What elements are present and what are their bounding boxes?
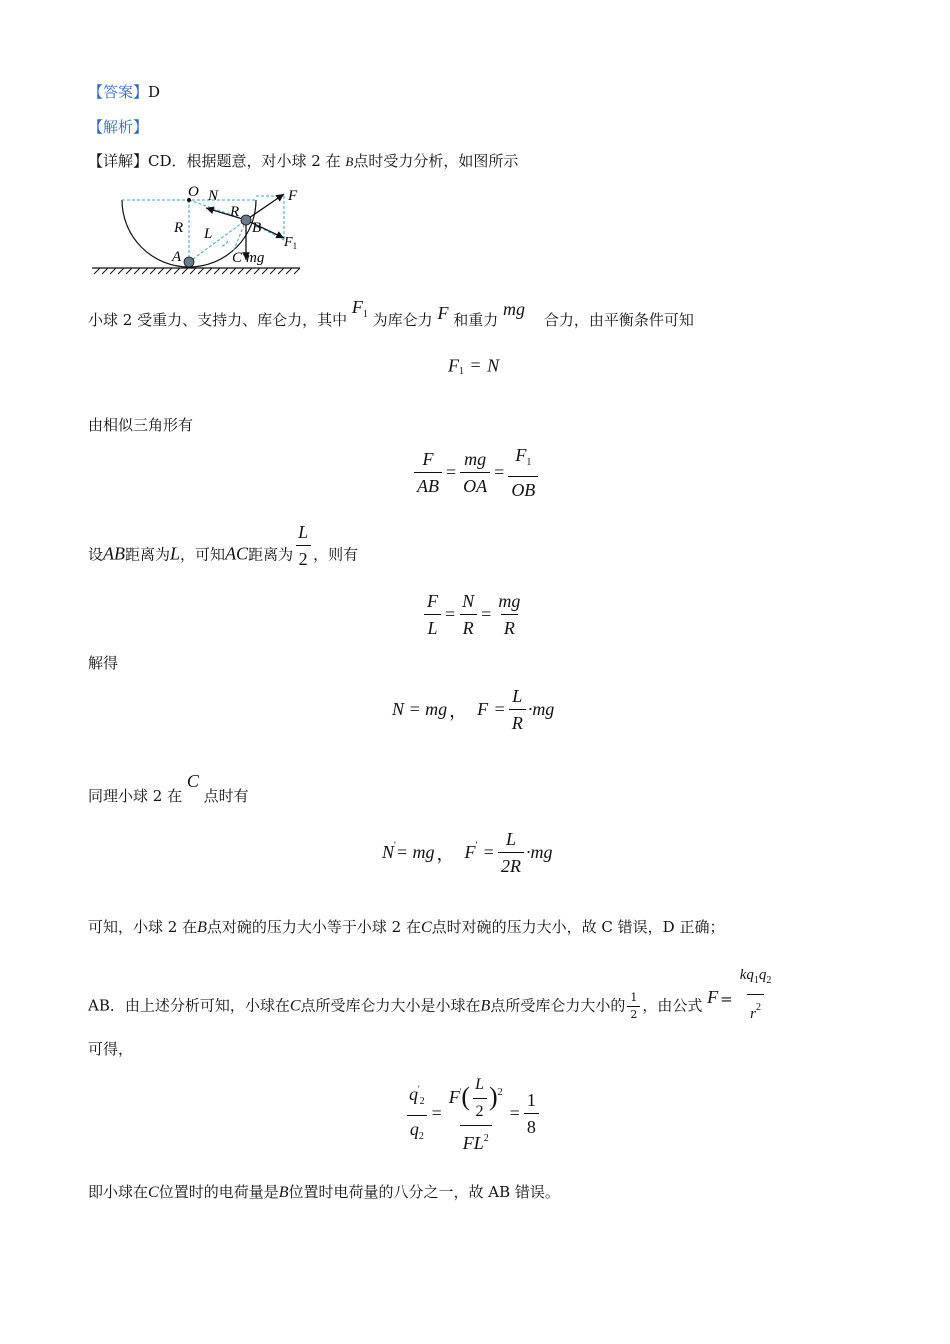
paragraph-forces — [88, 297, 694, 337]
analysis-line — [88, 117, 148, 137]
paragraph-point-c: 同理小球 2 在 C 点时有 — [88, 771, 249, 805]
label-b: B — [252, 220, 262, 236]
normal-force-arrow — [206, 208, 246, 220]
ground-hatching — [94, 268, 300, 274]
label-o: O — [188, 184, 199, 200]
equation-solution-b: N = mg ， F = $\frac{L}{R}$ ·mg — [392, 686, 555, 733]
label-c: C — [232, 250, 243, 266]
label-l: L — [204, 226, 213, 242]
label-a: A — [172, 249, 182, 265]
paragraph-define-ab: 设AB距离为L，可知AC距离为 $\frac{L}{2}$ ，则有 — [88, 522, 359, 569]
p1-text-a: 小球 2 受重力、支持力、库仑力，其中 — [88, 311, 348, 329]
p1-text-b: 为库仑力 — [372, 311, 433, 329]
equation-solution-c: N'= mg ， F' = $\frac{L}{2R}$ ·mg — [382, 829, 553, 876]
label-f1: $F_1$ — [284, 235, 298, 251]
paragraph-similar-triangles: 由相似三角形有 — [88, 416, 194, 434]
ball-a — [184, 257, 194, 267]
detail-line — [88, 151, 518, 172]
p1-f: F — [437, 303, 449, 323]
label-f: F — [288, 188, 298, 204]
detail-tag: 【详解】 — [88, 152, 149, 170]
paragraph-analysis-ab: AB．由上述分析可知，小球在C点所受库仑力大小是小球在B点所受库仑力大小的 $\frac{1}{2}$ ，由公式 F = $\frac{kq_1q_2}{r^2}$ — [88, 976, 776, 1037]
detail-text2: 点时受力分析，如图所示 — [353, 152, 519, 170]
answer-value: D — [148, 83, 161, 101]
p1-text-d: 合力，由平衡条件可知 — [543, 311, 694, 329]
label-r-left: R — [174, 220, 184, 236]
analysis-tag: 【解析】 — [88, 118, 149, 136]
force-diagram — [88, 182, 308, 282]
label-r-top: R — [230, 204, 240, 220]
p1-f1: $F_1$ — [351, 297, 368, 320]
answer-tag: 【答案】 — [88, 83, 149, 101]
equation-f1-equals-n: $F_1 = N$ — [448, 355, 500, 377]
answer-line — [88, 82, 160, 102]
coulomb-force-arrow — [246, 194, 284, 220]
equation-ratio-l-r: $\frac{F}{L}$ = $\frac{N}{R}$ = $\frac{mg}{R}$ — [422, 590, 525, 639]
equation-charge-ratio: $\frac{q'_2}{q_2}$ = F'( $\frac{L}{2}$ )$^2$ $FL^2$ = $\frac{1}{8}$ — [404, 1072, 541, 1154]
detail-point: B — [345, 154, 354, 169]
paragraph-final: 即小球在C位置时的电荷量是B位置时电荷量的八分之一，故 AB 错误。 — [88, 1183, 560, 1201]
paragraph-obtain: 可得， — [88, 1040, 134, 1058]
equation-similar-ratios: $\frac{F}{AB}$ = $\frac{mg}{OA}$ = $\frac{F_1}{OB}$ — [412, 444, 540, 501]
label-mg: mg — [246, 250, 265, 266]
ball-b — [241, 215, 251, 225]
p1-mg: mg — [503, 299, 526, 319]
paragraph-solve: 解得 — [88, 654, 119, 672]
label-n: N — [208, 188, 219, 204]
p1-text-c: 和重力 — [453, 311, 499, 329]
paragraph-conclusion-cd: 可知，小球 2 在B点对碗的压力大小等于小球 2 在C点时对碗的压力大小，故 C 错误，D 正确； — [88, 918, 725, 936]
detail-text: CD．根据题意，对小球 2 在 — [148, 152, 341, 170]
